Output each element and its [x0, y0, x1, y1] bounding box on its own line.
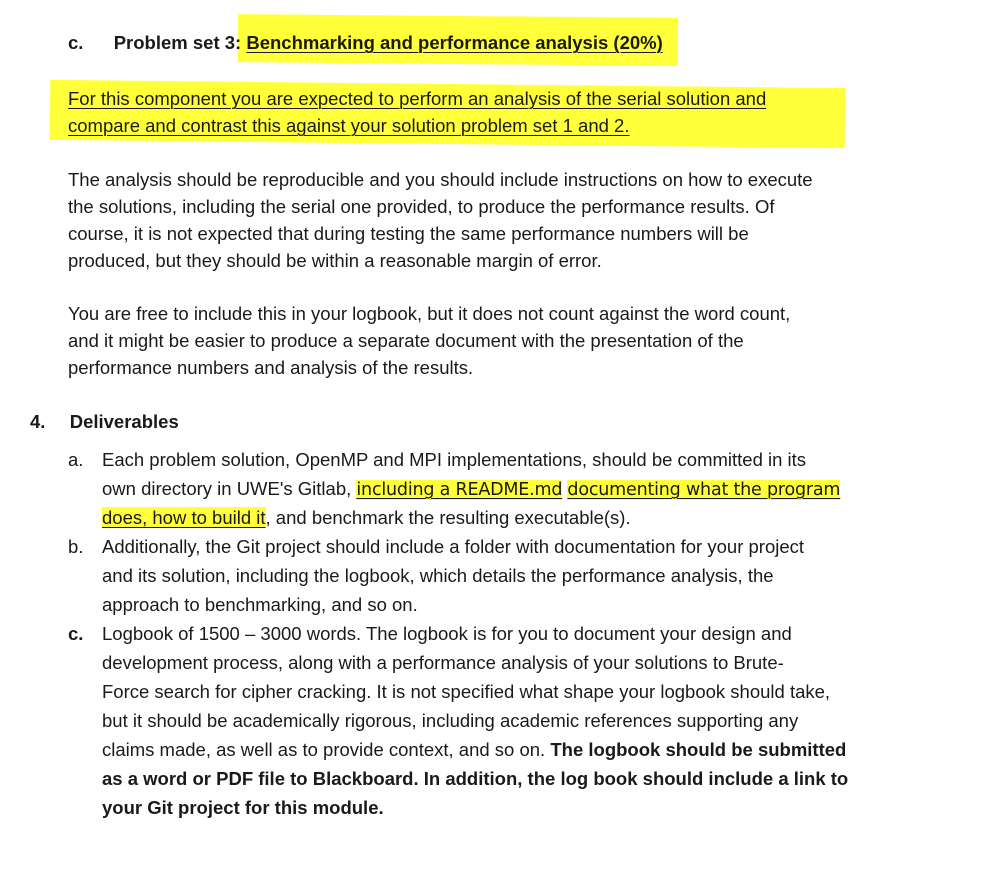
- item-c-line-3: Force search for cipher cracking. It is not specified what shape your logbook should take,: [102, 681, 831, 702]
- section-c-title: Benchmarking and performance analysis (20%): [246, 32, 663, 53]
- documenting-highlight: documenting what the program: [567, 480, 841, 500]
- section-c-marker: c.: [68, 32, 84, 53]
- item-c-marker: c.: [68, 623, 84, 644]
- item-b-line-2: and its solution, including the logbook, which details the performance analysis, the: [102, 565, 774, 586]
- section-c-heading: [68, 29, 663, 56]
- item-c-line-2: development process, along with a performance analysis of your solutions to Brute-: [102, 652, 784, 673]
- deliverables-title: Deliverables: [69, 411, 179, 432]
- para3-line-1: You are free to include this in your logbook, but it does not count against the word count,: [68, 303, 791, 324]
- intro-line-1: For this component you are expected to perform an analysis of the serial solution and: [68, 88, 767, 109]
- para3-line-2: and it might be easier to produce a separate document with the presentation of the: [68, 330, 744, 351]
- item-b-line-3: approach to benchmarking, and so on.: [102, 594, 418, 615]
- section-c-prefix: Problem set 3:: [113, 32, 247, 53]
- item-c-line-5: [102, 736, 846, 763]
- item-c-line-4: but it should be academically rigorous, including academic references supporting any: [102, 710, 799, 731]
- para2-line-4: produced, but they should be within a reasonable margin of error.: [68, 250, 602, 271]
- deliverables-heading: [30, 408, 179, 435]
- item-a-marker: a.: [68, 449, 84, 470]
- item-c-line-7: your Git project for this module.: [102, 797, 384, 818]
- item-a-line-2-plain: own directory in UWE's Gitlab,: [102, 478, 357, 499]
- item-a-line-2: [102, 475, 840, 504]
- readme-highlight: including a README.md: [356, 480, 563, 500]
- item-c-line-1: Logbook of 1500 – 3000 words. The logbook is for you to document your design and: [102, 623, 792, 644]
- item-b-marker: b.: [68, 536, 84, 557]
- para2-line-2: the solutions, including the serial one provided, to produce the performance results. Of: [68, 196, 775, 217]
- item-c-line-6: as a word or PDF file to Blackboard. In addition, the log book should include a link to: [102, 768, 849, 789]
- deliverables-number: 4.: [30, 411, 46, 432]
- para2-line-3: course, it is not expected that during testing the same performance numbers will be: [68, 223, 749, 244]
- build-highlight: does, how to build it: [102, 507, 266, 528]
- item-a-line-3-rest: , and benchmark the resulting executable(s).: [265, 507, 631, 528]
- item-b-line-1: Additionally, the Git project should include a folder with documentation for your project: [102, 536, 805, 557]
- item-c-line-5-plain: claims made, as well as to provide context, and so on.: [102, 739, 551, 760]
- item-c-line-5-bold: The logbook should be submitted: [550, 739, 847, 760]
- para2-line-1: The analysis should be reproducible and you should include instructions on how to execute: [68, 169, 813, 190]
- intro-line-2: compare and contrast this against your solution problem set 1 and 2.: [68, 115, 630, 136]
- item-a-line-1: Each problem solution, OpenMP and MPI implementations, should be committed in its: [102, 449, 807, 470]
- item-a-line-3: [102, 504, 631, 531]
- para3-line-3: performance numbers and analysis of the results.: [68, 357, 474, 378]
